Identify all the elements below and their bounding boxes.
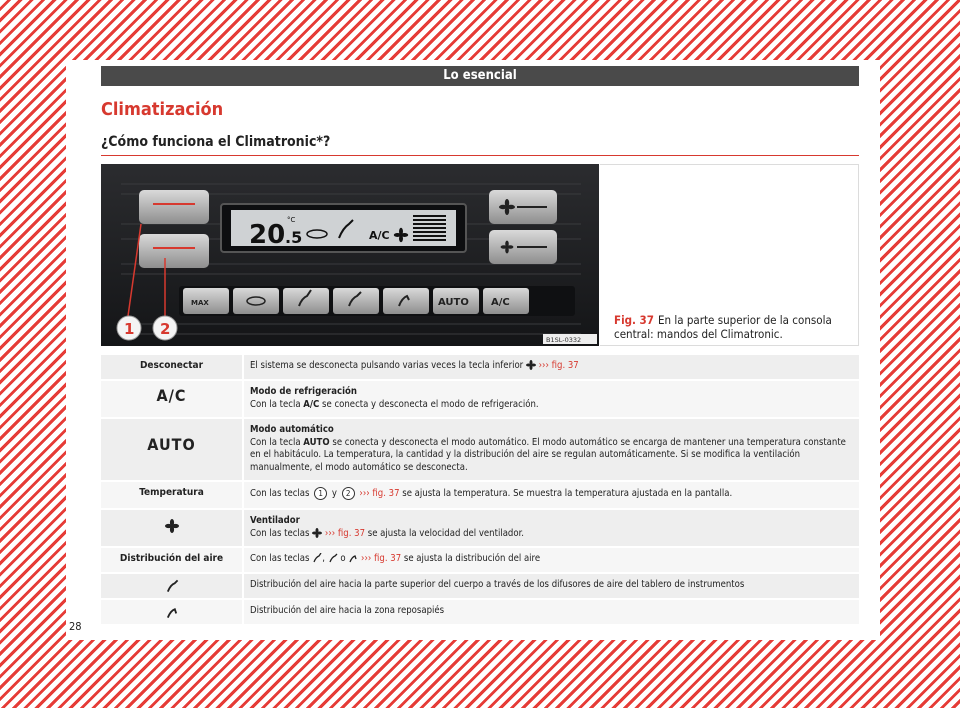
display-temp-decimal: .5 [285, 228, 303, 247]
row-symbol [101, 600, 242, 624]
row-text: Con las teclas , o ››› fig. 37 se ajusta la distribución del aire [242, 548, 859, 572]
callout-2-label: 2 [160, 320, 171, 338]
title-rule [101, 155, 859, 156]
row-symbol: A/C [156, 386, 187, 405]
table-row [101, 600, 859, 626]
air-footwell-icon [165, 605, 179, 622]
air-upper-body-button[interactable] [333, 288, 379, 314]
fig-ref-link[interactable]: ››› fig. 37 [359, 488, 400, 499]
climatronic-panel-drawing [101, 164, 599, 346]
btn-auto-label: AUTO [438, 297, 469, 308]
page-title: Climatización [101, 99, 224, 120]
row-symbol [101, 510, 242, 546]
row-heading: Ventilador [250, 515, 300, 526]
row-text [242, 355, 859, 379]
air-windscreen-button[interactable] [283, 288, 329, 314]
controls-table [101, 355, 859, 626]
fan-icon [312, 528, 322, 543]
table-row [101, 548, 859, 574]
fig-ref-link[interactable]: ››› fig. 37 [324, 527, 366, 539]
display-temp: 20 [249, 220, 286, 250]
air-windscreen-icon [312, 553, 322, 568]
image-code: B1SL-0332 [546, 336, 582, 344]
row-label: Desconectar [139, 360, 204, 371]
air-footwell-icon [348, 553, 358, 568]
callout-1-ref: 1 [314, 487, 327, 500]
fan-icon [526, 360, 536, 375]
section-header: Lo esencial [101, 66, 859, 86]
row-desc: El sistema se desconecta pulsando varias veces la tecla inferior [250, 360, 524, 371]
temp-down-button[interactable] [139, 234, 209, 268]
table-row [101, 574, 859, 600]
fan-level-bars [413, 216, 446, 240]
display-ac: A/C [369, 229, 390, 242]
row-text: Con las teclas 1 y 2 ››› fig. 37 se ajusta la temperatura. Se muestra la temperatura ajustada en la pantalla. [242, 482, 859, 508]
row-heading: Modo automático [250, 424, 334, 435]
recirculation-button[interactable] [233, 288, 279, 314]
row-label: Distribución del aire [119, 553, 224, 564]
callout-2-ref: 2 [342, 487, 355, 500]
air-upper-body-icon [165, 579, 179, 596]
caption-text: En la parte superior de la consola central: mandos del Climatronic. [614, 313, 832, 341]
figure-caption [614, 313, 859, 341]
table-row [101, 510, 859, 548]
page-subtitle: ¿Cómo funciona el Climatronic*? [101, 134, 331, 150]
fan-icon [165, 519, 179, 536]
btn-max-label: MAX [191, 299, 209, 307]
btn-ac-label: A/C [491, 297, 510, 308]
row-text: Distribución del aire hacia la zona reposapiés [242, 600, 859, 624]
row-text: Modo automático Con la tecla AUTO se conecta y desconecta el modo automático. El modo automático se encarga de mantener una temperatura constante en el habitáculo. La temperatura, la cantidad y la distribución del aire se regulan automáticamente. Si se modifica la ventilación manualmente, el modo automático se desconecta. [242, 419, 859, 480]
fig-ref-link[interactable]: ››› fig. 37 [361, 553, 402, 564]
row-text: Ventilador Con las teclas ››› fig. 37 se ajusta la velocidad del ventilador. [242, 510, 859, 546]
table-row [101, 482, 859, 510]
table-row [101, 381, 859, 419]
display-unit: °C [287, 216, 296, 224]
temp-up-button[interactable] [139, 190, 209, 224]
fig-ref-link[interactable]: ››› fig. 37 [538, 360, 579, 371]
air-upper-body-icon [328, 553, 338, 568]
air-footwell-button[interactable] [383, 288, 429, 314]
row-symbol [101, 574, 242, 598]
row-heading: Modo de refrigeración [250, 386, 357, 397]
page-number: 28 [69, 620, 82, 633]
climatronic-figure [101, 164, 599, 346]
table-row [101, 419, 859, 482]
row-label: Temperatura [139, 487, 204, 498]
callout-1-label: 1 [124, 320, 135, 338]
caption-ref: Fig. 37 [614, 313, 654, 327]
row-text: Modo de refrigeración Con la tecla A/C se conecta y desconecta el modo de refrigeración. [242, 381, 859, 417]
table-row [101, 355, 859, 381]
row-text: Distribución del aire hacia la parte superior del cuerpo a través de los difusores de aire del tablero de instrumentos [242, 574, 859, 598]
row-symbol: AUTO [147, 435, 196, 454]
